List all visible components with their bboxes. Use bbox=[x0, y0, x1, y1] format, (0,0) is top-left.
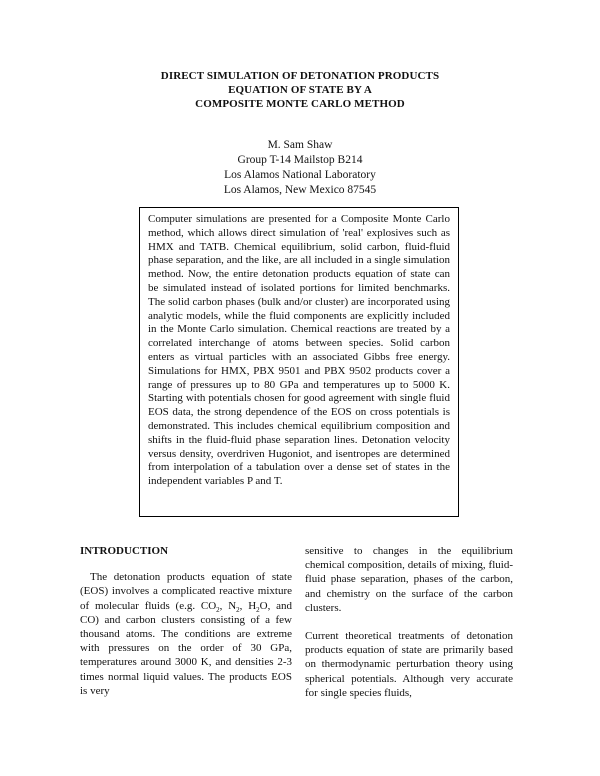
intro-paragraph-2: Current theoretical treatments of detonation products equation of state are primarily based on thermodynamic perturbation theory using spherical potentials. Although very accurate for single species fluids, bbox=[305, 630, 513, 699]
intro-p1-sub-1: 2 bbox=[216, 605, 220, 614]
intro-p1-sub-3: 2 bbox=[256, 605, 260, 614]
abstract-text: Computer simulations are presented for a Composite Monte Carlo method, which allows direct simulation of 'real' explosives such as HMX and TATB. Chemical equilibrium, solid carbon, fluid-fluid phase separation, and the like, are all included in a single simulation method. Now, the entire detonation products equation of state can be simulated instead of isolated portions for limited benchmarks. The solid carbon phases (bulk and/or cluster) are incorporated using analytic models, while the fluid components are explicitly included in the Monte Carlo simulation. Chemical reactions are treated by a correlated interchange of atoms between species. Solid carbon enters as virtual particles with an associated Gibbs free energy. Simulations for HMX, PBX 9501 and PBX 9502 products cover a range of pressures up to 80 GPa and temperatures up to 5000 K. Starting with potentials chosen for good agreement with single fluid EOS data, the strong dependence of the EOS on cross potentials is demonstrated. This includes chemical equilibrium composition and shifts in the fluid-fluid phase separation lines. Detonation velocity versus density, overdriven Hugoniot, and isentropes are determined from interpolation of a tabulation over a dense set of states in the independent variables P and T. bbox=[148, 213, 450, 488]
title-line-3: COMPOSITE MONTE CARLO METHOD bbox=[195, 98, 405, 110]
abstract-box bbox=[139, 207, 459, 517]
author-location: Los Alamos, New Mexico 87545 bbox=[223, 184, 377, 196]
intro-p1-text-a: The detonation products equation of state (EOS) involves a complicated reactive mixture of molecular fluids (e.g. CO bbox=[80, 571, 292, 612]
title-line-2: EQUATION OF STATE BY A bbox=[228, 84, 372, 96]
paper-title bbox=[100, 69, 500, 111]
author-lab: Los Alamos National Laboratory bbox=[224, 169, 376, 181]
intro-paragraph-1-continued: sensitive to changes in the equilibrium chemical composition, details of mixing, fluid-fluid phase separation, phases of the carbon, and chemistry on the surface of the carbon clusters. bbox=[305, 545, 513, 614]
author-name: M. Sam Shaw bbox=[267, 139, 333, 151]
right-column bbox=[305, 544, 513, 714]
title-line-1: DIRECT SIMULATION OF DETONATION PRODUCTS bbox=[160, 70, 440, 82]
author-group: Group T-14 Mailstop B214 bbox=[237, 154, 363, 166]
intro-p1-text-c: , H bbox=[239, 599, 257, 612]
author-block bbox=[150, 138, 450, 198]
section-heading-introduction: INTRODUCTION bbox=[80, 545, 169, 557]
intro-p1-text-b: , N bbox=[219, 599, 237, 612]
left-column bbox=[80, 544, 292, 712]
intro-p1-sub-2: 2 bbox=[236, 605, 240, 614]
intro-paragraph-1 bbox=[80, 570, 292, 698]
intro-p1-text-d: O, and CO) and carbon clusters consisting of a few thousand atoms. The conditions are extreme with pressures on the order of 30 GPa, temperatures around 3000 K, and densities 2-3 times normal liquid values. The products EOS is very bbox=[80, 599, 293, 697]
